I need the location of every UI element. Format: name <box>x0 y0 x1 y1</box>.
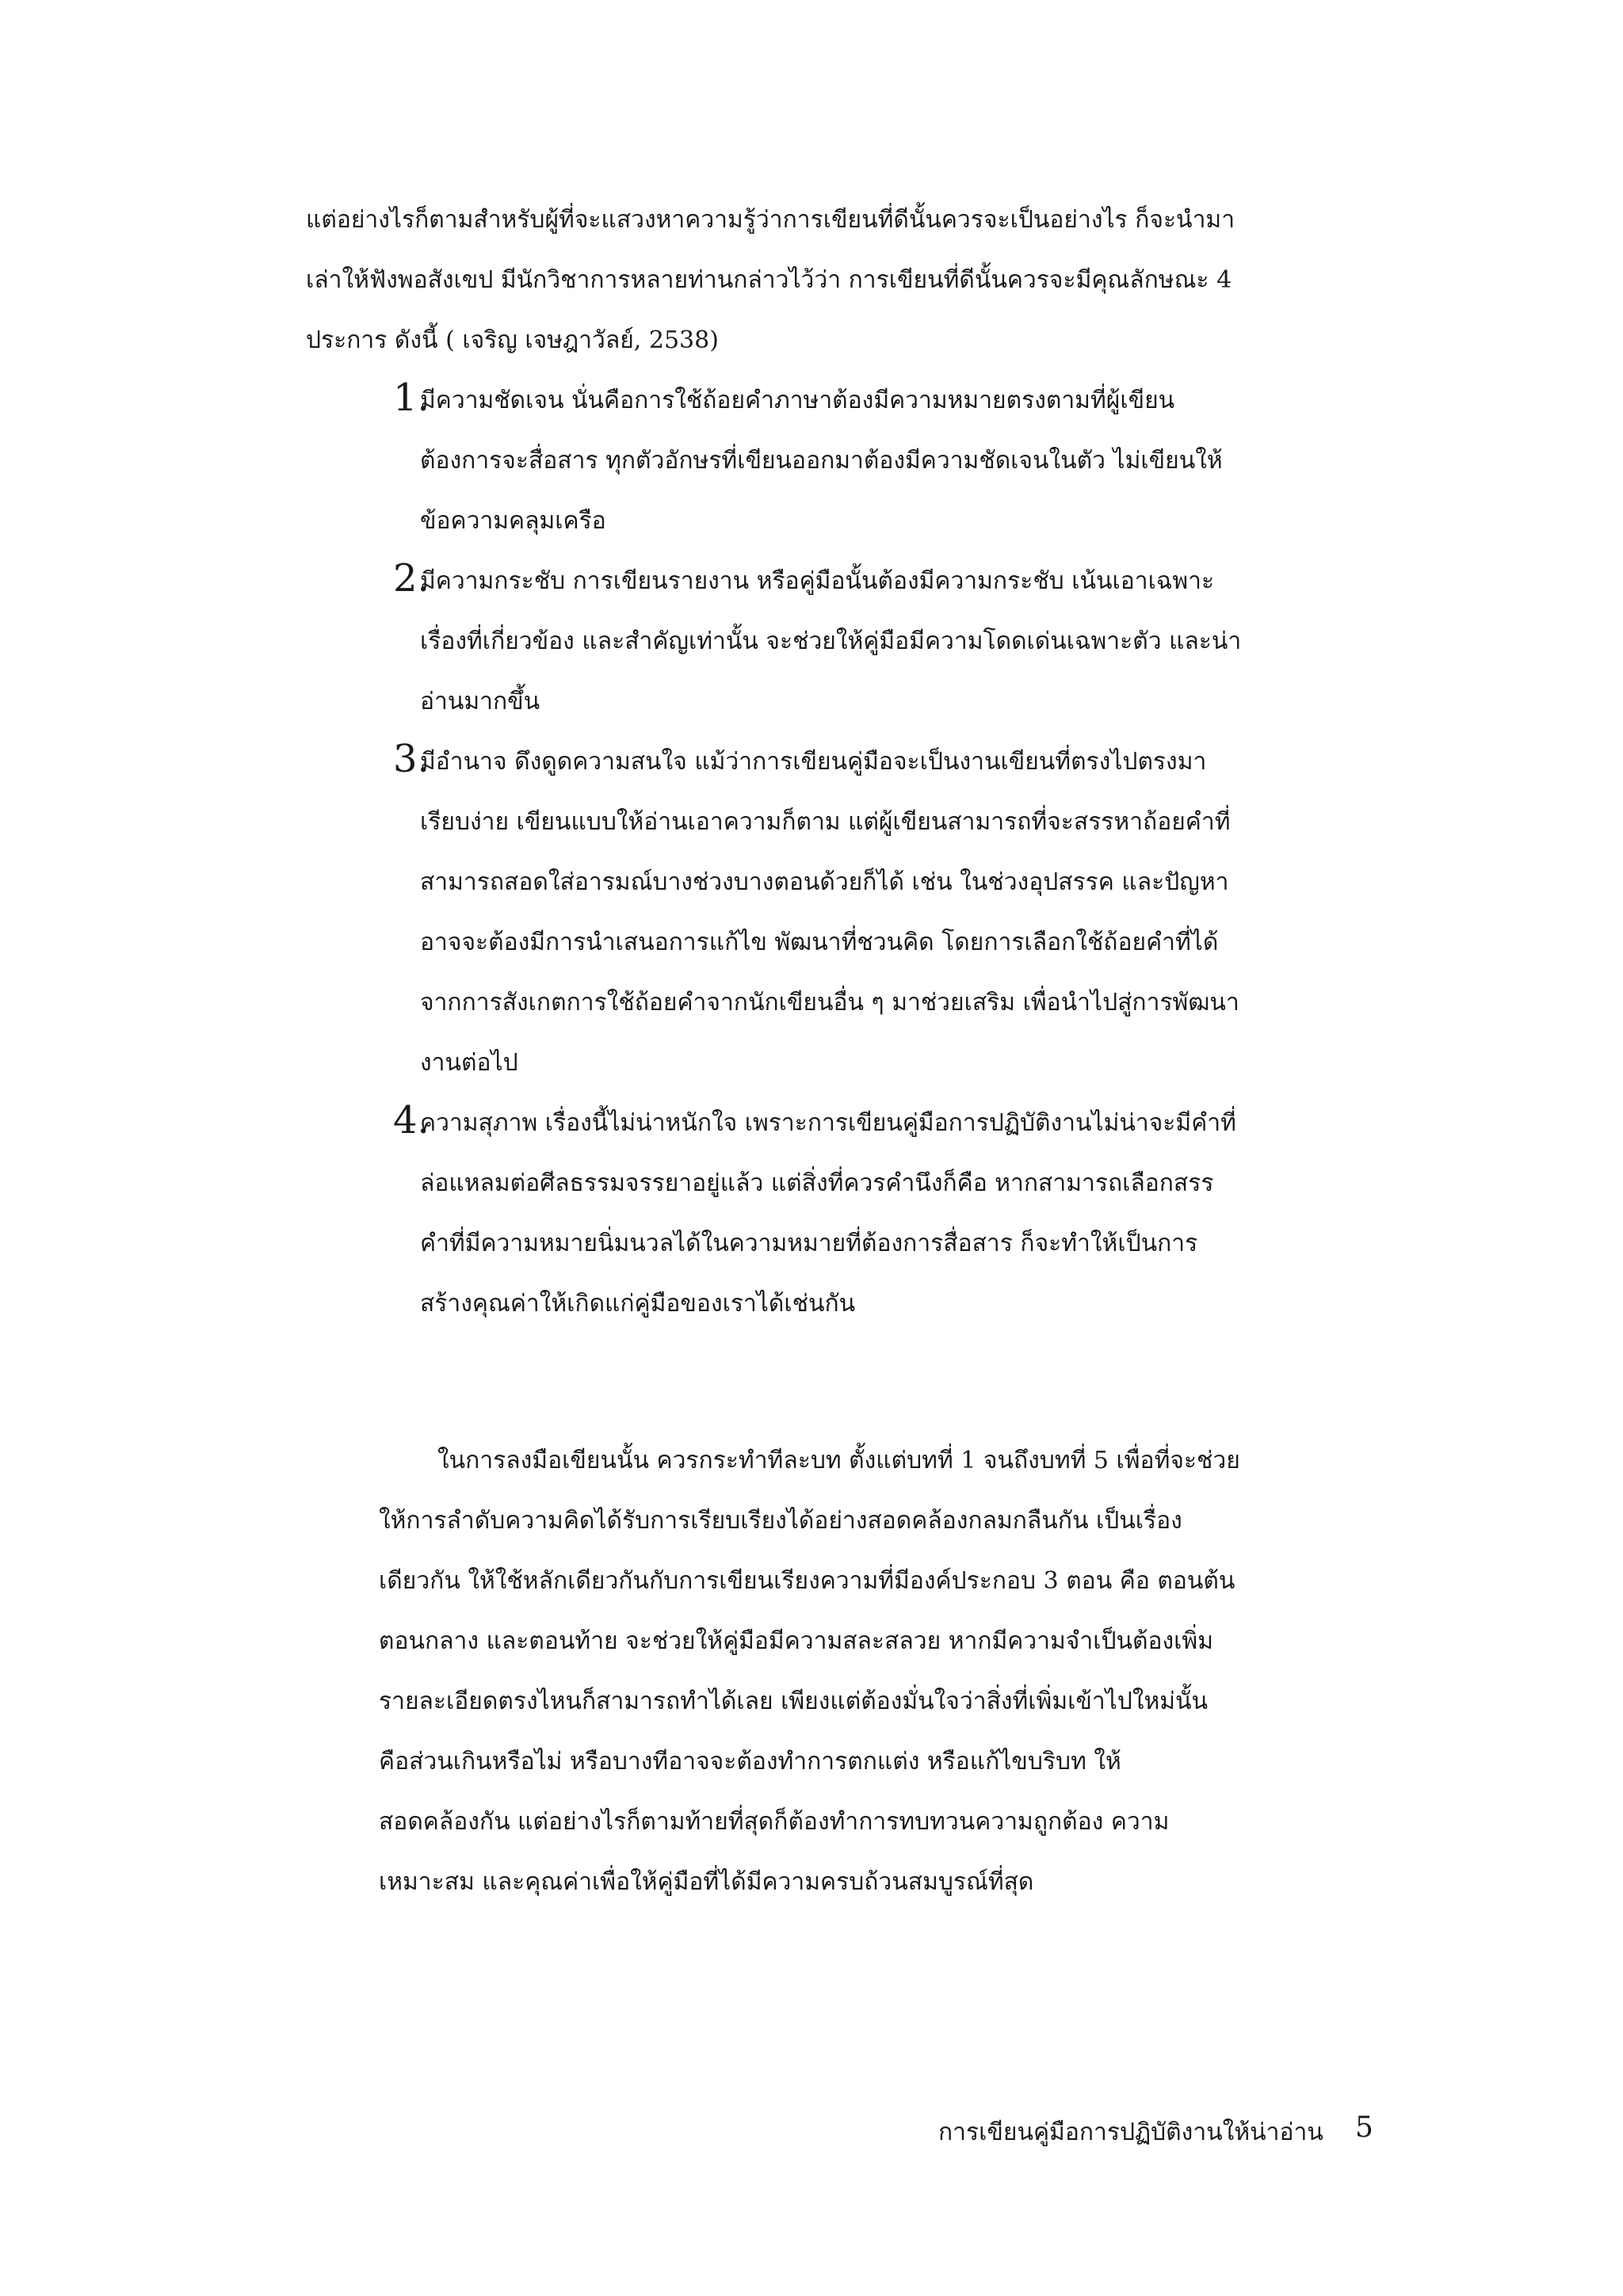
list-line: ต้องการจะสื่อสาร ทุกตัวอักษรที่เขียนออกมาต้องมีความชัดเจนในตัว ไม่เขียนให้ <box>420 447 1223 475</box>
list-line: เรื่องที่เกี่ยวข้อง และสำคัญเท่านั้น จะช่วยให้คู่มือมีความโดดเด่นเฉพาะตัว และน่า <box>420 627 1242 655</box>
list-number: 1. <box>393 376 430 420</box>
closing-line: ในการลงมือเขียนนั้น ควรกระทำทีละบท ตั้งแต่บทที่ 1 จนถึงบทที่ 5 เพื่อที่จะช่วย <box>437 1447 1240 1474</box>
intro-line: ประการ ดังนี้ ( เจริญ เจษฎาวัลย์, 2538) <box>306 326 719 354</box>
list-number: 2. <box>393 556 430 601</box>
list-line: งานต่อไป <box>420 1049 518 1077</box>
page-number: 5 <box>1355 2111 1373 2144</box>
closing-line: คือส่วนเกินหรือไม่ หรือบางทีอาจจะต้องทำการตกแต่ง หรือแก้ไขบริบท ให้ <box>379 1748 1121 1775</box>
list-number: 3. <box>393 737 430 781</box>
closing-line: รายละเอียดตรงไหนก็สามารถทำได้เลย เพียงแต่ต้องมั่นใจว่าสิ่งที่เพิ่มเข้าไปใหม่นั้น <box>379 1688 1209 1715</box>
intro-line: เล่าให้ฟังพอสังเขป มีนักวิชาการหลายท่านกล่าวไว้ว่า การเขียนที่ดีนั้นควรจะมีคุณลักษณะ 4 <box>306 266 1232 294</box>
list-line: มีอำนาจ ดึงดูดความสนใจ แม้ว่าการเขียนคู่มือจะเป็นงานเขียนที่ตรงไปตรงมา <box>420 748 1207 776</box>
closing-line: สอดคล้องกัน แต่อย่างไรก็ตามท้ายที่สุดก็ต้องทำการทบทวนความถูกต้อง ความ <box>379 1808 1170 1836</box>
footer-title: การเขียนคู่มือการปฏิบัติงานให้น่าอ่าน <box>938 2119 1323 2146</box>
list-line: ความสุภาพ เรื่องนี้ไม่น่าหนักใจ เพราะการเขียนคู่มือการปฏิบัติงานไม่น่าจะมีคำที่ <box>420 1109 1236 1137</box>
intro-line: แต่อย่างไรก็ตามสำหรับผู้ที่จะแสวงหาความรู้ว่าการเขียนที่ดีนั้นควรจะเป็นอย่างไร ก็จะนำมา <box>306 206 1235 234</box>
list-line: อ่านมากขึ้น <box>420 688 540 715</box>
list-line: ล่อแหลมต่อศีลธรรมจรรยาอยู่แล้ว แต่สิ่งที่ควรคำนึงก็คือ หากสามารถเลือกสรร <box>420 1169 1214 1197</box>
closing-line: ตอนกลาง และตอนท้าย จะช่วยให้คู่มือมีความสละสลวย หากมีความจำเป็นต้องเพิ่ม <box>379 1627 1213 1655</box>
list-number: 4. <box>393 1098 430 1142</box>
list-line: มีความกระชับ การเขียนรายงาน หรือคู่มือนั้นต้องมีความกระชับ เน้นเอาเฉพาะ <box>420 567 1215 595</box>
closing-line: เดียวกัน ให้ใช้หลักเดียวกันกับการเขียนเรียงความที่มีองค์ประกอบ 3 ตอน คือ ตอนต้น <box>379 1567 1235 1595</box>
list-line: สามารถสอดใส่อารมณ์บางช่วงบางตอนด้วยก็ได้ เช่น ในช่วงอุปสรรค และปัญหา <box>420 868 1229 896</box>
list-line: คำที่มีความหมายนิ่มนวลได้ในความหมายที่ต้องการสื่อสาร ก็จะทำให้เป็นการ <box>420 1230 1198 1257</box>
list-line: สร้างคุณค่าให้เกิดแก่คู่มือของเราได้เช่นกัน <box>420 1290 856 1318</box>
closing-line: เหมาะสม และคุณค่าเพื่อให้คู่มือที่ได้มีความครบถ้วนสมบูรณ์ที่สุด <box>379 1868 1034 1896</box>
list-line: อาจจะต้องมีการนำเสนอการแก้ไข พัฒนาที่ชวนคิด โดยการเลือกใช้ถ้อยคำที่ได้ <box>420 929 1219 956</box>
list-line: มีความชัดเจน นั่นคือการใช้ถ้อยคำภาษาต้องมีความหมายตรงตามที่ผู้เขียน <box>420 387 1175 414</box>
list-line: ข้อความคลุมเครือ <box>420 507 606 535</box>
list-line: เรียบง่าย เขียนแบบให้อ่านเอาความก็ตาม แต่ผู้เขียนสามารถที่จะสรรหาถ้อยคำที่ <box>420 808 1231 836</box>
closing-line: ให้การลำดับความคิดได้รับการเรียบเรียงได้อย่างสอดคล้องกลมกลืนกัน เป็นเรื่อง <box>379 1507 1182 1535</box>
list-line: จากการสังเกตการใช้ถ้อยคำจากนักเขียนอื่น ๆ มาช่วยเสริม เพื่อนำไปสู่การพัฒนา <box>420 989 1239 1016</box>
